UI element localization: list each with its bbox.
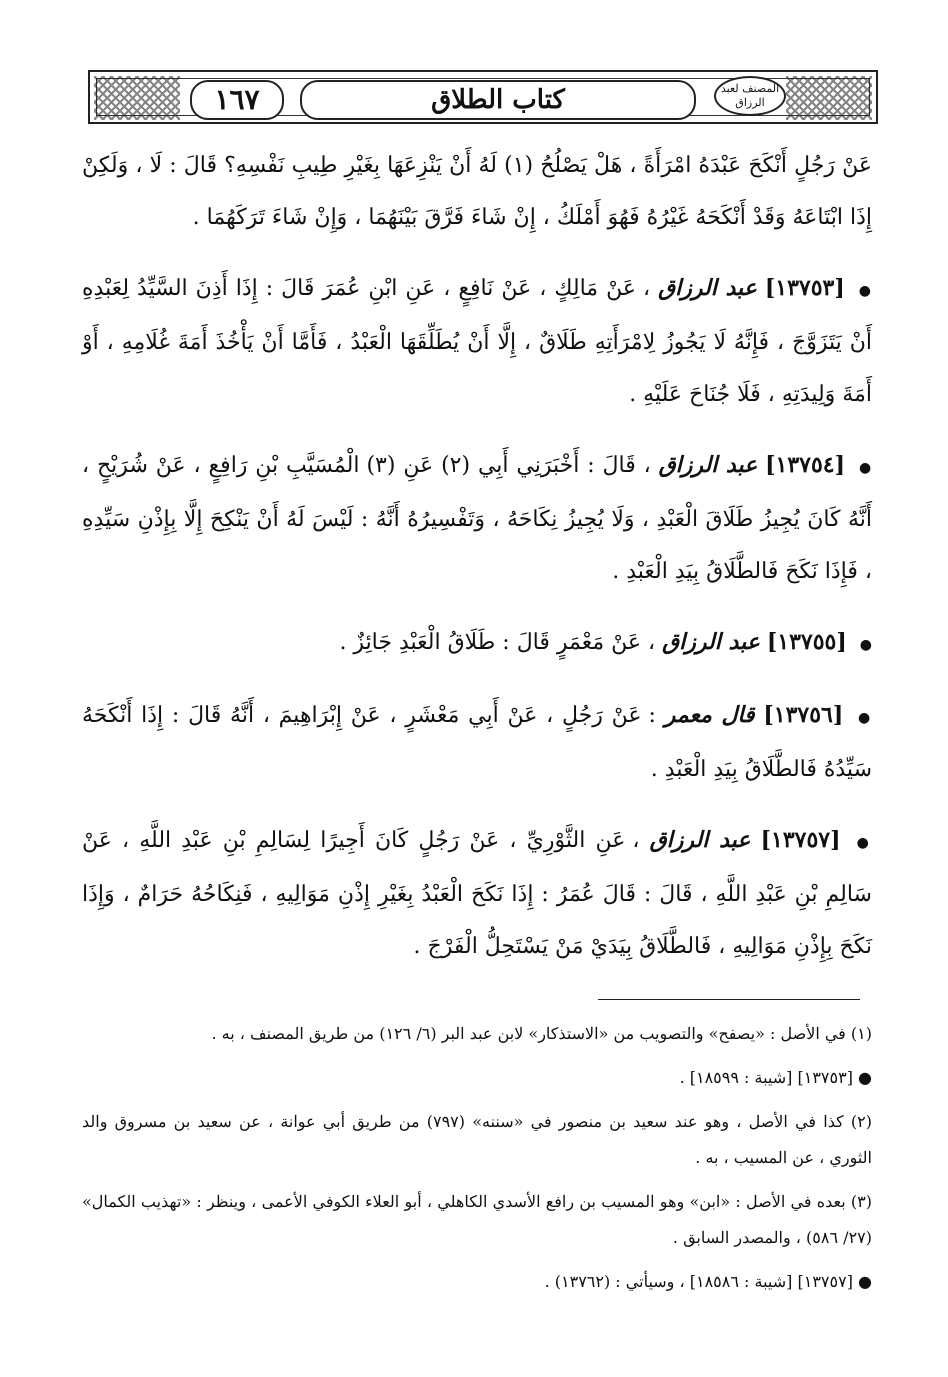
hadith-13757 [82,814,872,973]
bullet-icon: ● [859,637,872,653]
footnotes [82,1016,872,1308]
bullet-icon: ● [858,710,873,726]
hadith-text: : عَنْ رَجُلٍ ، عَنْ أَبِي مَعْشَرٍ ، عَنْ إِبْرَاهِيمَ ، أَنَّهُ قَالَ : إِذَا أَنْكَحَهُ سَيِّدُهُ فَالطَّلَاقُ بِيَدِ الْعَبْدِ . [82,703,872,782]
main-text [82,140,872,991]
hadith-number: [١٣٧٥٣] [764,275,845,301]
footnote-separator [598,999,860,1000]
hadith-narrator: عبد الرزاق [662,629,760,655]
continuation-paragraph: عَنْ رَجُلٍ أَنْكَحَ عَبْدَهُ امْرَأَةً ، هَلْ يَصْلُحُ (١) لَهُ أَنْ يَنْزِعَهَا بِغَيْرِ طِيبِ نَفْسِهِ؟ قَالَ : لَا ، وَلَكِنْ إِذَا ابْتَاعَهُ وَقَدْ أَنْكَحَهُ غَيْرُهُ فَهُوَ أَمْلَكُ ، إِنْ شَاءَ فَرَّقَ بَيْنَهُمَا ، وَإِنْ شَاءَ تَرَكَهُمَا . [82,153,872,230]
hadith-13756 [82,689,872,796]
hadith-13753 [82,262,872,421]
footnote-1: (١) في الأصل : «يصفح» والتصويب من «الاستذكار» لابن عبد البر (٦/ ١٢٦) من طريق المصنف ، به . [211,1024,872,1043]
hadith-number: [١٣٧٥٦] [763,702,844,728]
hadith-13755 [82,616,872,671]
hadith-narrator: عبد الرزاق [658,275,757,301]
hadith-text: ، عَنْ مَالِكٍ ، عَنْ نَافِعٍ ، عَنِ ابْنِ عُمَرَ قَالَ : إِذَا أَذِنَ السَّيِّدُ لِعَبْدِهِ أَنْ يَتَزَوَّجَ ، فَإِنَّهُ لَا يَجُوزُ لِامْرَأَتِهِ طَلَاقٌ ، إِلَّا أَنْ يُطَلِّقَهَا الْعَبْدُ ، فَأَمَّا أَنْ يَأْخُذَ أَمَةَ غُلَامِهِ ، أَوْ أَمَةَ وَلِيدَتِهِ ، فَلَا جُنَاحَ عَلَيْهِ . [82,276,872,407]
footnote-2: (٢) كذا في الأصل ، وهو عند سعيد بن منصور في «سننه» (٧٩٧) من طريق أبي عوانة ، عن سعيد بن مسروق والد الثوري ، عن المسيب ، به . [82,1112,872,1167]
bullet-icon: ● [856,835,873,851]
source-note-13757: ● [١٣٧٥٧] [شيبة : ١٨٥٨٦] ، وسيأتي : (١٣٧٦٢) . [544,1272,872,1291]
hadith-text: ، قَالَ : أَخْبَرَنِي أَبِي (٢) عَنِ (٣) الْمُسَيَّبِ بْنِ رَافِعٍ ، عَنْ شُرَيْحٍ ، أَنَّهُ كَانَ يُجِيزُ طَلَاقَ الْعَبْدِ ، وَلَا يُجِيزُ نِكَاحَهُ ، وَتَفْسِيرُهُ أَنَّهُ : لَيْسَ لَهُ أَنْ يَنْكِحَ إِلَّا بِإِذْنِ سَيِّدِهِ ، فَإِذَا نَكَحَ فَالطَّلَاقُ بِيَدِ الْعَبْدِ . [82,453,872,584]
page-header [88,70,878,124]
ornament-right [786,76,872,120]
hadith-number: [١٣٧٥٤] [765,452,846,478]
hadith-narrator: قال معمر [664,702,755,728]
hadith-narrator: عبد الرزاق [658,452,758,478]
bullet-icon: ● [858,283,873,299]
footnote-3: (٣) بعده في الأصل : «ابن» وهو المسيب بن رافع الأسدي الكاهلي ، أبو العلاء الكوفي الأعمى ، وينظر : «تهذيب الكمال» (٢٧/ ٥٨٦) ، والمصدر السابق . [82,1192,872,1247]
running-title: كتاب الطلاق [300,80,696,120]
hadith-narrator: عبد الرزاق [649,827,751,853]
hadith-text: ، عَنْ مَعْمَرٍ قَالَ : طَلَاقُ الْعَبْدِ جَائِزٌ . [339,630,656,655]
page-number: ١٦٧ [190,80,284,120]
hadith-number: [١٣٧٥٧] [760,827,841,853]
bullet-icon: ● [858,460,873,476]
source-note-13753: ● [١٣٧٥٣] [شيبة : ١٨٥٩٩] . [679,1068,872,1087]
hadith-13754 [82,439,872,598]
hadith-text: ، عَنِ الثَّوْرِيِّ ، عَنْ رَجُلٍ كَانَ أَجِيرًا لِسَالِمِ بْنِ عَبْدِ اللَّهِ ، عَنْ سَالِمِ بْنِ عَبْدِ اللَّهِ ، قَالَ : قَالَ عُمَرُ : إِذَا نَكَحَ الْعَبْدُ بِغَيْرِ إِذْنِ مَوَالِيهِ ، فَنِكَاحُهُ حَرَامٌ ، وَإِذَا نَكَحَ بِإِذْنِ مَوَالِيهِ ، فَالطَّلَاقُ بِيَدَيْ مَنْ يَسْتَحِلُّ الْفَرْجَ . [82,828,872,959]
hadith-number: [١٣٧٥٥] [766,629,847,655]
ornament-left [94,76,180,120]
book-seal-logo: المصنف لعبد الرزاق [714,76,786,116]
